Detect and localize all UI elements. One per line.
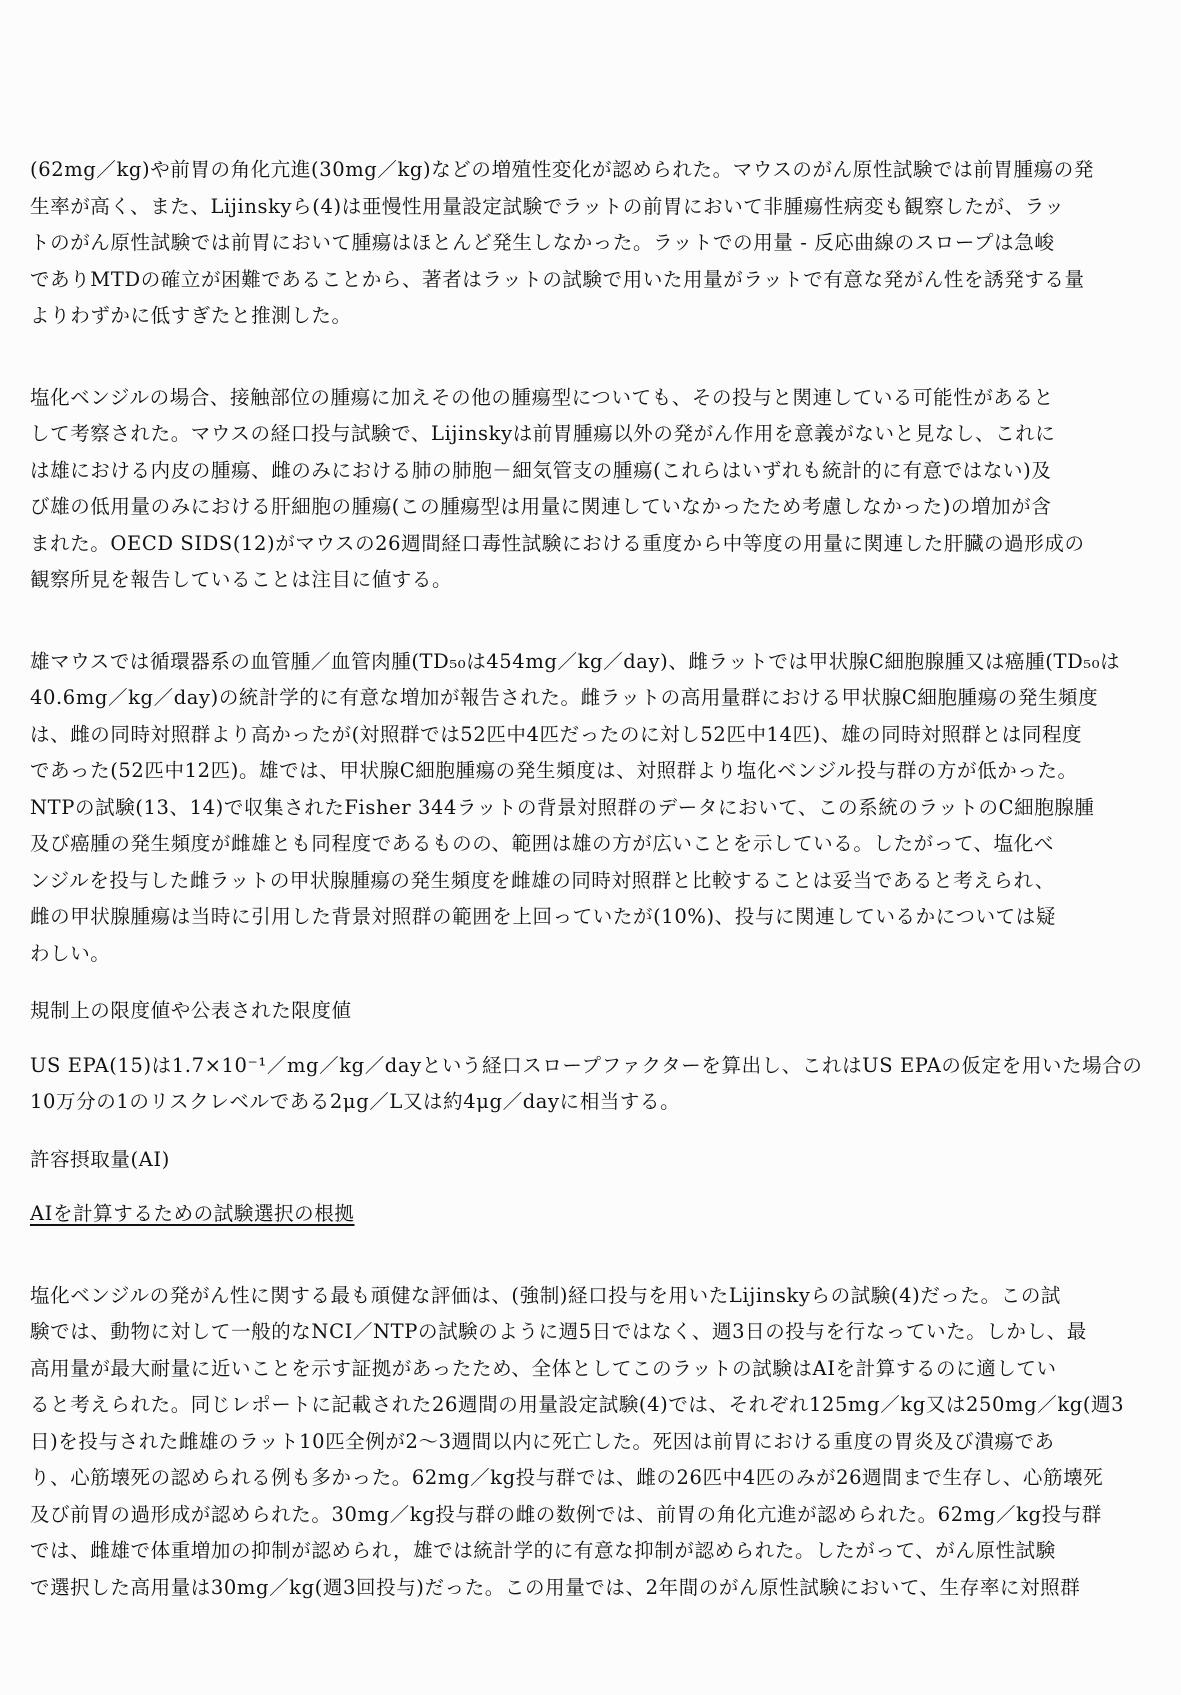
- section-heading: 許容摂取量(AI): [30, 1147, 170, 1171]
- text-line: ンジルを投与した雌ラットの甲状腺腫瘍の発生頻度を雌雄の同時対照群と比較することは妥当であると考えられ、: [30, 868, 1055, 892]
- section-regulatory-limits: [30, 993, 1155, 1121]
- text-line: 生率が高く、また、Lijinskyら(4)は亜慢性用量設定試験でラットの前胃において非腫瘍性病変も観察したが、ラッ: [30, 194, 1065, 218]
- text-line: 塩化ベンジルの場合、接触部位の腫瘍に加えその他の腫瘍型についても、その投与と関連している可能性があると: [30, 385, 1054, 409]
- text-line: 及び前胃の過形成が認められた。30mg／kg投与群の雌の数例では、前胃の角化亢進が認められた。62mg／kg投与群: [30, 1502, 1102, 1526]
- text-line: NTPの試験(13、14)で収集されたFisher 344ラットの背景対照群のデータにおいて、この系統のラットのC細胞腺腫: [30, 795, 1095, 819]
- text-line: トのがん原性試験では前胃において腫瘍はほとんど発生しなかった。ラットでの用量 - 反応曲線のスロープは急峻: [30, 231, 1055, 254]
- text-line: ると考えられた。同じレポートに記載された26週間の用量設定試験(4)では、それぞれ125mg／kg又は250mg／kg(週3: [30, 1393, 1125, 1416]
- text-line: は、雌の同時対照群より高かったが(対照群では52匹中4匹だったのに対し52匹中14匹)、雄の同時対照群とは同程度: [30, 722, 1083, 746]
- text-line: 雄マウスでは循環器系の血管腫／血管肉腫(TD₅₀は454mg／kg／day)、雌ラットでは甲状腺C細胞腺腫又は癌腫(TD₅₀は: [30, 649, 1121, 673]
- text-line: 40.6mg／kg／day)の統計学的に有意な増加が報告された。雌ラットの高用量群における甲状腺C細胞腫瘍の発生頻度: [30, 686, 1099, 709]
- spacer: [30, 972, 1155, 993]
- spacer: [30, 1121, 1155, 1142]
- text-line: 高用量が最大耐量に近いことを示す証拠があったため、全体としてこのラットの試験はAIを計算するのに適してい: [30, 1356, 1057, 1380]
- subsection-heading: [30, 1196, 1155, 1233]
- document-page: [30, 152, 1155, 1606]
- text-line: わしい。: [30, 941, 111, 965]
- text-line: まれた。OECD SIDS(12)がマウスの26週間経口毒性試験における重度から中等度の用量に関連した肝臓の過形成の: [30, 531, 1085, 555]
- spacer: [30, 1233, 1155, 1278]
- text-line: 雌の甲状腺腫瘍は当時に引用した背景対照群の範囲を上回っていたが(10%)、投与に関連しているかについては疑: [30, 905, 1056, 928]
- text-line: (62mg／kg)や前胃の角化亢進(30mg／kg)などの増殖性変化が認められた。マウスのがん原性試験では前胃腫瘍の発: [30, 158, 1094, 181]
- text-line: よりわずかに低すぎたと推測した。: [30, 304, 352, 327]
- spacer: [30, 1178, 1155, 1196]
- text-line: US EPA(15)は1.7×10⁻¹／mg／kg／dayという経口スロープファクターを算出し、これはUS EPAの仮定を用いた場合の: [30, 1053, 1143, 1077]
- section-heading: 規制上の限度値や公表された限度値: [30, 999, 352, 1022]
- spacer: [30, 335, 1155, 380]
- text-line: 10万分の1のリスクレベルである2μg／L又は約4μg／dayに相当する。: [30, 1090, 681, 1113]
- subsection-heading-text: AIを計算するための試験選択の根拠: [30, 1202, 355, 1225]
- text-line: では、雌雄で体重増加の抑制が認められ，雄では統計学的に有意な抑制が認められた。したがって、がん原性試験: [30, 1539, 1056, 1562]
- spacer: [30, 1030, 1155, 1048]
- text-line: 及び癌腫の発生頻度が雌雄とも同程度であるものの、範囲は雄の方が広いことを示している。したがって、塩化べ: [30, 832, 1054, 855]
- section-acceptable-intake: [30, 1142, 1155, 1607]
- text-line: 塩化ベンジルの発がん性に関する最も頑健な評価は、(強制)経口投与を用いたLijinskyらの試験(4)だった。この試: [30, 1283, 1062, 1307]
- text-line: り、心筋壊死の認められる例も多かった。62mg／kg投与群では、雌の26匹中4匹のみが26週間まで生存し、心筋壊死: [30, 1466, 1104, 1489]
- paragraph-carcinogenicity-forestomach: [30, 152, 1155, 335]
- text-line: 験では、動物に対して一般的なNCI／NTPの試験のように週5日ではなく、週3日の投与を行なっていた。しかし、最: [30, 1320, 1087, 1343]
- text-line: であった(52匹中12匹)。雄では、甲状腺C細胞腫瘍の発生頻度は、対照群より塩化ベンジル投与群の方が低かった。: [30, 759, 1078, 782]
- spacer: [30, 599, 1155, 644]
- text-line: は雄における内皮の腫瘍、雌のみにおける肺の肺胞－細気管支の腫瘍(これらはいずれも統計的に有意ではない)及: [30, 458, 1052, 482]
- text-line: して考察された。マウスの経口投与試験で、Lijinskyは前胃腫瘍以外の発がん作用を意義がないと見なし、これに: [30, 422, 1056, 445]
- text-line: でありMTDの確立が困難であることから、著者はラットの試験で用いた用量がラットで有意な発がん性を誘発する量: [30, 267, 1085, 291]
- paragraph-thyroid-tumors: [30, 644, 1155, 973]
- paragraph-other-tumor-types: [30, 380, 1155, 599]
- text-line: び雄の低用量のみにおける肝細胞の腫瘍(この腫瘍型は用量に関連していなかったため考慮しなかった)の増加が含: [30, 495, 1052, 518]
- text-line: で選択した高用量は30mg／kg(週3回投与)だった。この用量では、2年間のがん原性試験において、生存率に対照群: [30, 1575, 1081, 1599]
- text-line: 日)を投与された雌雄のラット10匹全例が2～3週間以内に死亡した。死因は前胃における重度の胃炎及び潰瘍であ: [30, 1429, 1055, 1453]
- text-line: 観察所見を報告していることは注目に値する。: [30, 568, 453, 591]
